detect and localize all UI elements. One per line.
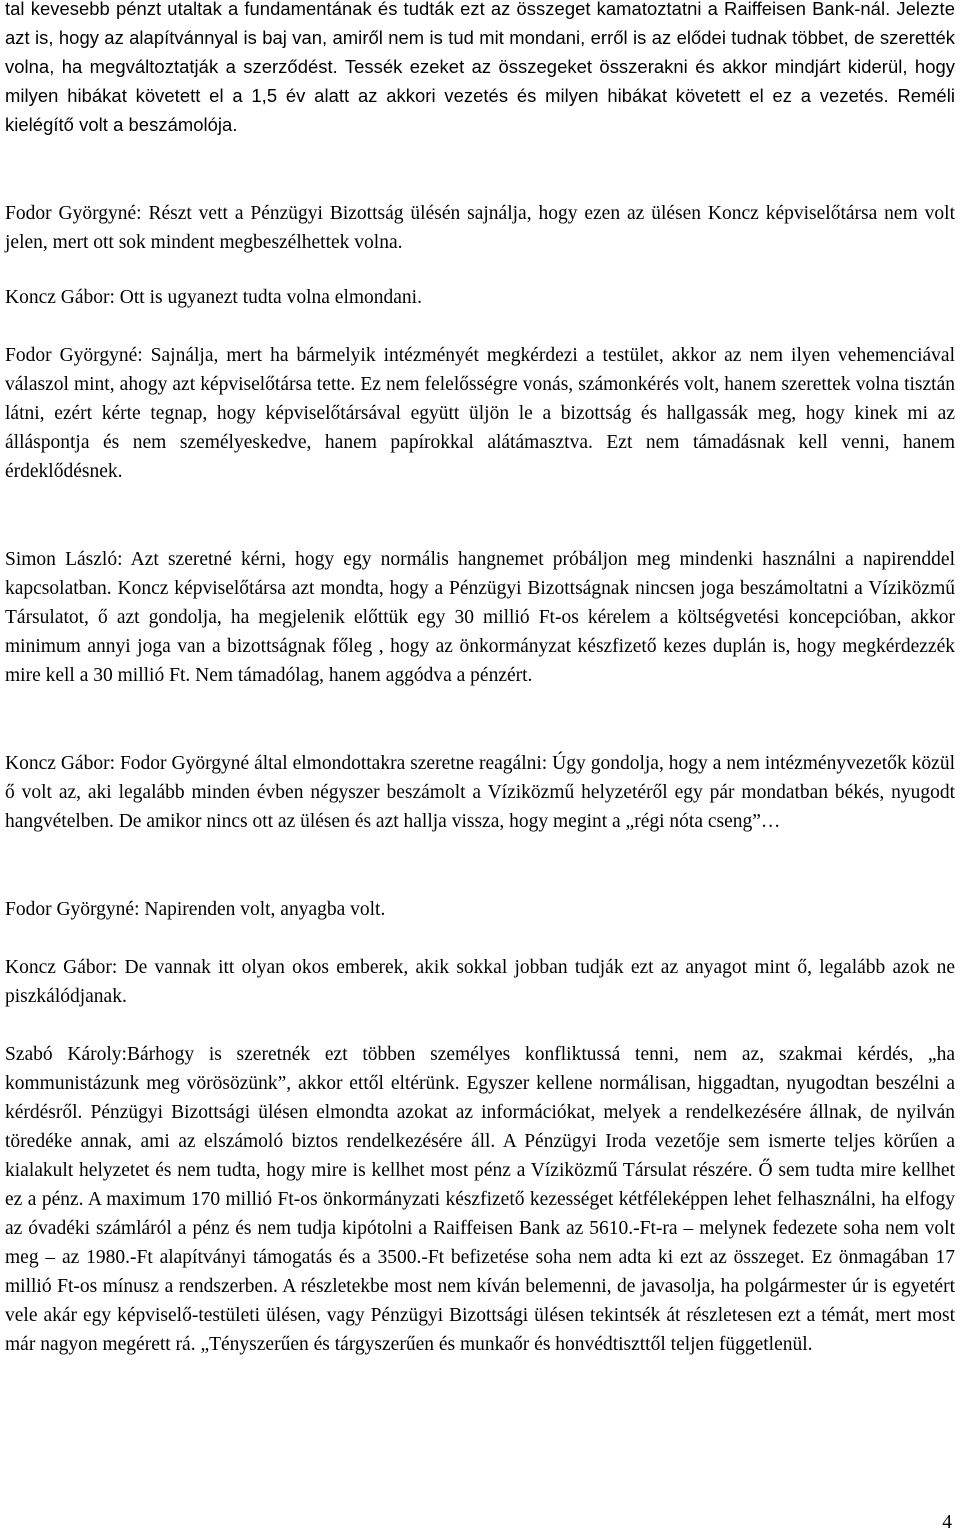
paragraph-koncz-1 bbox=[5, 283, 955, 312]
paragraph-water-utility-report bbox=[5, 0, 955, 139]
paragraph-text: Koncz Gábor: Fodor Györgyné által elmondottakra szeretne reagálni: Úgy gondolja, hogy a nem intézményvezetők közül ő volt az, aki legalább minden évben négyszer beszámolt a Víziközmű helyzetéről egy pár mondatban békés, nyugodt hangvételben. De amikor nincs ott az ülésen és azt hallja vissza, hogy megint a „régi nóta cseng”… bbox=[5, 753, 955, 832]
paragraph-text: Fodor Györgyné: Részt vett a Pénzügyi Bizottság ülésén sajnálja, hogy ezen az ülésen Koncz képviselőtársa nem volt jelen, mert ott sok mindent megbeszélhettek volna. bbox=[5, 203, 955, 253]
paragraph-fodor-1 bbox=[5, 199, 955, 257]
paragraph-fodor-3 bbox=[5, 895, 955, 924]
paragraph-text: Koncz Gábor: De vannak itt olyan okos emberek, akik sokkal jobban tudják ezt az anyagot mint ő, legalább azok ne piszkálódjanak. bbox=[5, 957, 955, 1007]
paragraph-fodor-2 bbox=[5, 341, 955, 486]
paragraph-text: tal kevesebb pénzt utaltak a fundamentának és tudták ezt az összeget kamatoztatni a Raiffeisen Bank-nál. Jelezte azt is, hogy az alapítvánnyal is baj van, amiről nem is tud mit mondani, erről is az elődei tudnak többet, de szerették volna, ha megváltoztatják a szerződést. Tessék ezeket az összegeket összerakni és akkor mindjárt kiderül, hogy milyen hibákat követett el a 1,5 év alatt az akkori vezetés és milyen hibákat követett el ez a vezetés. Reméli kielégítő volt a beszámolója. bbox=[5, 0, 955, 135]
paragraph-text: Simon László: Azt szeretné kérni, hogy egy normális hangnemet próbáljon meg mindenki használni a napirenddel kapcsolatban. Koncz képviselőtársa azt mondta, hogy a Pénzügyi Bizottságnak nincsen joga beszámoltatni a Víziközmű Társulatot, ő azt gondolja, ha megjelenik előttük egy 30 millió Ft-os kérelem a költségvetési koncepcióban, akkor minimum annyi joga van a bizottságnak főleg , hogy az önkormányzat készfizető kezes duplán is, hogy megkérdezzék mire kell a 30 millió Ft. Nem támadólag, hanem aggódva a pénzért. bbox=[5, 549, 955, 686]
paragraph-koncz-3 bbox=[5, 953, 955, 1011]
paragraph-szabo-1 bbox=[5, 1040, 955, 1359]
page-number: 4 bbox=[942, 1512, 952, 1533]
paragraph-text: Szabó Károly:Bárhogy is szeretnék ezt többen személyes konfliktussá tenni, nem az, szakmai kérdés, „ha kommunistázunk meg vörösözünk”, akkor ettől eltérünk. Egyszer kellene normálisan, higgadtan, nyugodtan beszélni a kérdésről. Pénzügyi Bizottsági ülésen elmondta azokat az információkat, melyek a rendelkezésére állnak, de nyilván töredéke annak, ami az elszámoló biztos rendelkezésére áll. A Pénzügyi Iroda vezetője sem ismerte teljes körűen a kialakult helyzetet és nem tudta, hogy mire is kellhet most pénz a Víziközmű Társulat részére. Ő sem tudta mire kellhet ez a pénz. A maximum 170 millió Ft-os önkormányzati készfizető kezességet kétféleképpen lehet felhasználni, ha elfogy az óvadéki számláról a pénz és nem tudja kipótolni a Raiffeisen Bank az 5610.-Ft-ra – melynek fedezete soha nem volt meg – az 1980.-Ft alapítványi támogatás és a 3500.-Ft befizetése soha nem adta ki ezt az összeget. Ez önmagában 17 millió Ft-os mínusz a rendszerben. A részletekbe most nem kíván belemenni, de javasolja, ha polgármester úr is egyetért vele akár egy képviselő-testületi ülésen, vagy Pénzügyi Bizottsági ülésen tekintsék át részletesen ezt a témát, mert most már nagyon megérett rá. „Tényszerűen és tárgyszerűen és munkaőr és honvédtiszttől teljen függetlenül. bbox=[5, 1044, 955, 1355]
paragraph-text: Koncz Gábor: Ott is ugyanezt tudta volna elmondani. bbox=[5, 287, 422, 308]
paragraph-koncz-2 bbox=[5, 749, 955, 836]
paragraph-text: Fodor Györgyné: Sajnálja, mert ha bármelyik intézményét megkérdezi a testület, akkor az nem ilyen vehemenciával válaszol mint, ahogy azt képviselőtársa tette. Ez nem felelősségre vonás, számonkérés volt, hanem szerettek volna tisztán látni, ezért kérte tegnap, hogy képviselőtársával együtt üljön le a bizottság és hallgassák meg, hogy kinek mi az álláspontja és nem személyeskedve, hanem papírokkal alátámasztva. Ezt nem támadásnak kell venni, hanem érdeklődésnek. bbox=[5, 345, 955, 482]
paragraph-text: Fodor Györgyné: Napirenden volt, anyagba volt. bbox=[5, 899, 386, 920]
paragraph-simon-1 bbox=[5, 545, 955, 690]
